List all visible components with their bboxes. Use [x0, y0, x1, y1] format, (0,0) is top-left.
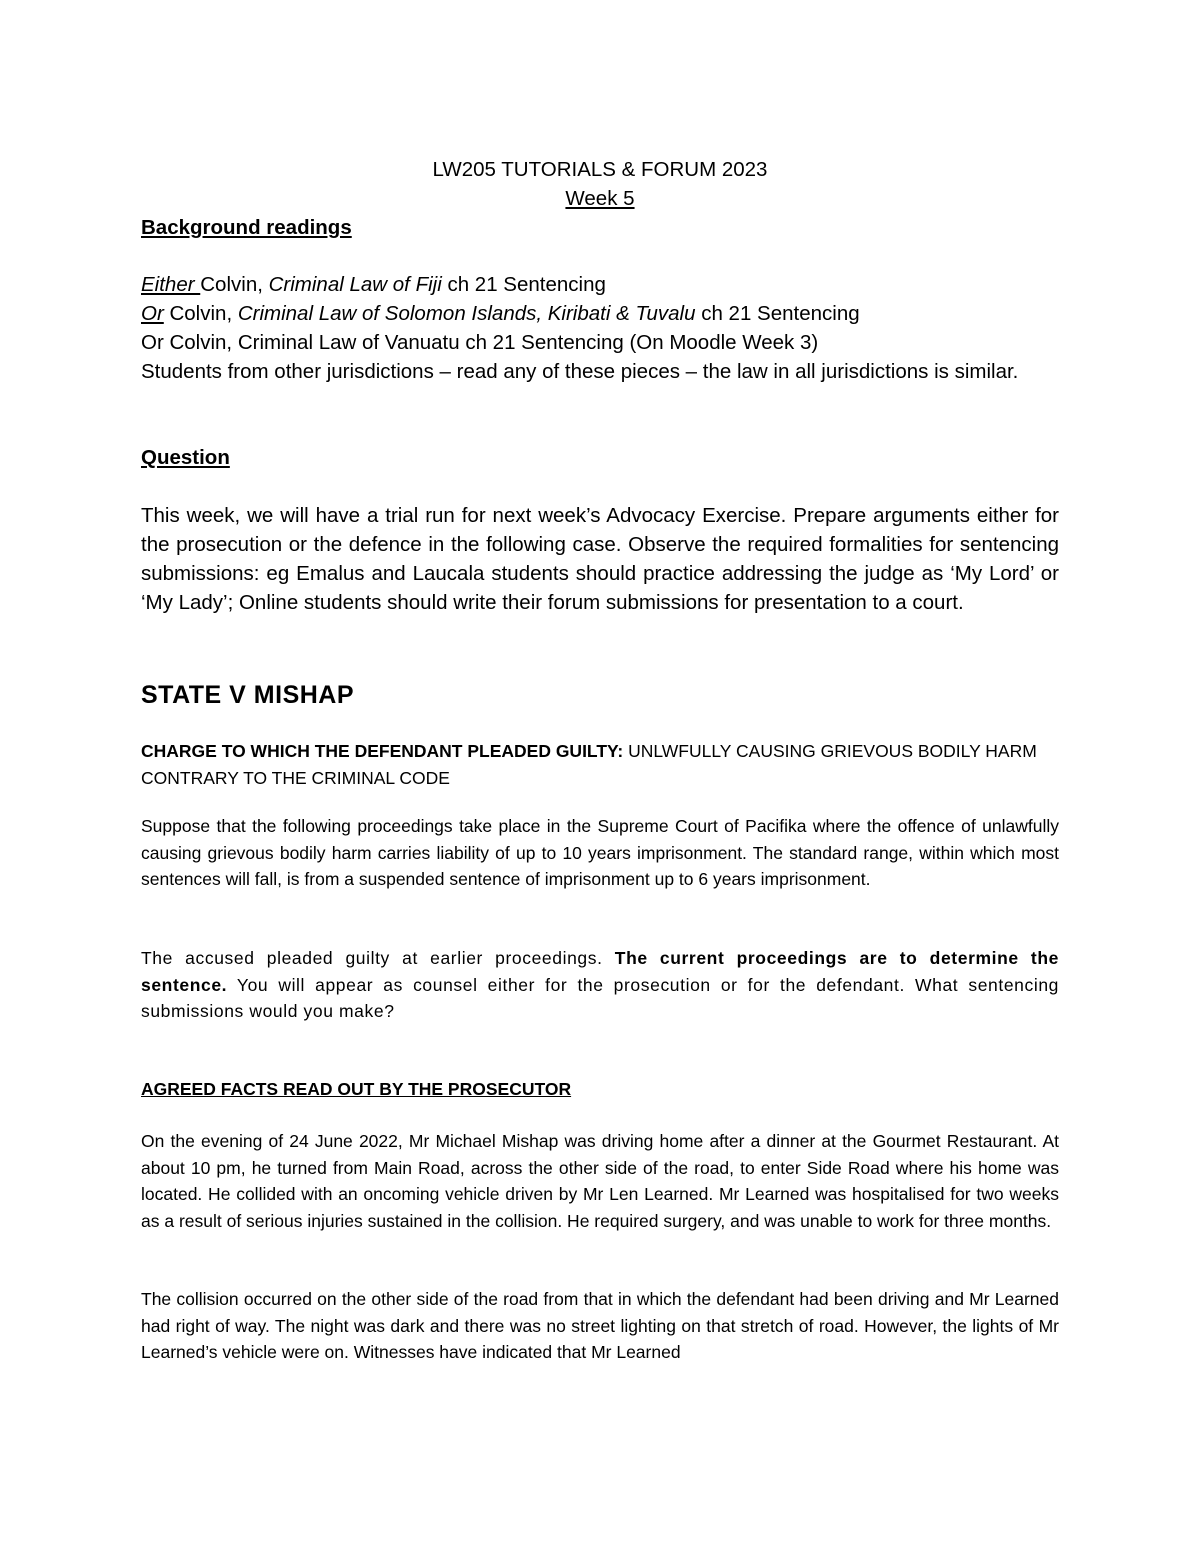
- reading-2-book: Criminal Law of Solomon Islands, Kiribati & Tuvalu: [237, 302, 696, 325]
- reading-line-2: [141, 299, 1059, 328]
- document-title: LW205 TUTORIALS & FORUM 2023: [432, 158, 768, 181]
- accused-paragraph: [141, 945, 1059, 1025]
- proceedings-paragraph: Suppose that the following proceedings take place in the Supreme Court of Pacifika where the offence of unlawfully causing grievous bodily harm carries liability of up to 10 years imprisonment. The standard range, within which most sentences will fall, is from a suspended sentence of imprisonment up to 6 years imprisonment.: [141, 816, 1059, 889]
- either-label: Either: [141, 273, 201, 296]
- reading-1-author: Colvin,: [200, 273, 269, 296]
- agreed-facts-heading: AGREED FACTS READ OUT BY THE PROSECUTOR: [141, 1079, 572, 1099]
- charge-paragraph: [141, 738, 1059, 791]
- reading-1-rest: ch 21 Sentencing: [441, 273, 606, 296]
- accused-text-end: You will appear as counsel either for the prosecution or for the defendant. What sentencing submissions would you make?: [141, 974, 1059, 1021]
- reading-line-4: Students from other jurisdictions – read any of these pieces – the law in all jurisdictions is similar.: [141, 360, 1019, 383]
- facts-paragraph-1: On the evening of 24 June 2022, Mr Michael Mishap was driving home after a dinner at the Gourmet Restaurant. At about 10 pm, he turned from Main Road, across the other side of the road, to enter Side Road where his home was located. He collided with an oncoming vehicle driven by Mr Len Learned. Mr Learned was hospitalised for two weeks as a result of serious injuries sustained in the collision. He required surgery, and was unable to work for three months.: [141, 1131, 1059, 1231]
- accused-text-bold: The current proceedings are to determine the sentence.: [141, 948, 1059, 995]
- reading-1-book: Criminal Law of Fiji: [268, 273, 442, 296]
- facts-paragraph-2: The collision occurred on the other side of the road from that in which the defendant had been driving and Mr Learned had right of way. The night was dark and there was no street lighting on that stretch of road. However, the lights of Mr Learned’s vehicle were on. Witnesses have indicated that Mr Learned: [141, 1289, 1059, 1362]
- reading-line-1: [141, 270, 1059, 299]
- background-readings-heading: Background readings: [141, 216, 352, 239]
- question-heading: Question: [141, 446, 230, 469]
- question-body: This week, we will have a trial run for next week’s Advocacy Exercise. Prepare arguments either for the prosecution or the defence in the following case. Observe the required formalities for sentencing submissions: eg Emalus and Laucala students should practice addressing the judge as ‘My Lord’ or ‘My Lady’; Online students should write their forum submissions for presentation to a court.: [141, 504, 1059, 614]
- or-label: Or: [141, 302, 164, 325]
- case-title: STATE V MISHAP: [141, 681, 355, 709]
- charge-text: UNLWFULLY CAUSING GRIEVOUS BODILY HARM CONTRARY TO THE CRIMINAL CODE: [141, 741, 1037, 788]
- charge-label: CHARGE TO WHICH THE DEFENDANT PLEADED GUILTY:: [141, 741, 624, 761]
- reading-line-3: Or Colvin, Criminal Law of Vanuatu ch 21 Sentencing (On Moodle Week 3): [141, 331, 819, 354]
- reading-2-rest: ch 21 Sentencing: [695, 302, 860, 325]
- accused-text-start: The accused pleaded guilty at earlier proceedings.: [141, 948, 615, 968]
- reading-2-author: Colvin,: [163, 302, 238, 325]
- week-heading: Week 5: [565, 187, 635, 210]
